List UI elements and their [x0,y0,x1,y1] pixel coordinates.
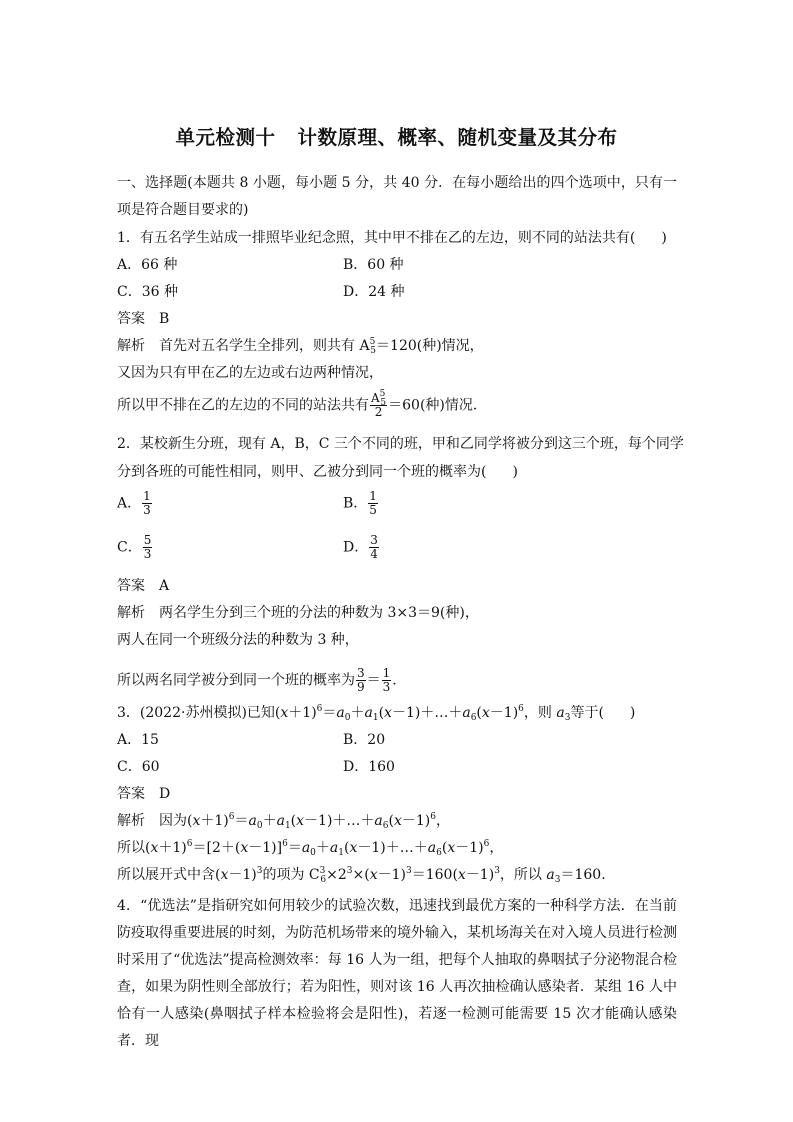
fraction: $\frac{A^5_5}{2}$ [371,389,387,419]
q3-option-d: D．160 [343,759,395,775]
q3-analysis-line-1: 解析 因为$(x+1)^6=a_0+a_1(x-1)+\dots+a_6(x-1)^6$， [117,812,450,831]
title-unit: 单元检测十 [175,126,276,149]
q3-option-b: B．20 [343,732,386,748]
q1-answer: 答案 B [117,311,170,327]
q1-analysis-line-2: 又因为只有甲在乙的左边或右边两种情况， [117,365,383,381]
q1-stem: 1．有五名学生站成一排照毕业纪念照，其中甲不排在乙的左边，则不同的站法共有( ) [117,230,667,246]
q2-answer: 答案 A [117,578,170,594]
q2-analysis-line-3: 所以两名同学被分到同一个班的概率为 $\frac{3}{9}$ ＝ $\frac{1}{3}$ . [117,666,397,694]
q3-option-c: C．60 [117,759,160,775]
page-title [0,122,793,150]
q3-analysis-line-2: 所以$(x+1)^6=[2+(x-1)]^6=a_0+a_1(x-1)+\dots+a_6(x-1)^6$， [117,839,504,858]
q2-analysis-line-1: 解析 两名学生分到三个班的分法的种数为 3×3＝9(种)， [117,605,479,621]
q3-stem: 3．(2022·苏州模拟)已知$(x+1)^6=a_0+a_1(x-1)+\dots+a_6(x-1)^6$，则 $a_3$等于( ) [117,704,636,723]
q3-option-a: A．15 [117,732,159,748]
q3-analysis-line-3: 所以展开式中含$(x-1)^3$的项为 $C^3_6\times 2^3\times(x-1)^3=160(x-1)^3$，所以 $a_3=160$. [117,866,606,885]
section-heading: 一、选择题(本题共 8 小题，每小题 5 分，共 40 分．在每小题给出的四个选项中，只有一项是符合题目要求的) [117,175,677,218]
q1-analysis-line-3: 所以甲不排在乙的左边的不同的站法共有 $\frac{A^5_5}{2}$ ＝60(种)情况． [117,389,487,419]
q1-option-a: A．66 种 [117,257,178,273]
q2-option-b: B． $\frac{1}{5}$ [343,489,377,517]
q1-option-b: B．60 种 [343,257,404,273]
q2-option-a: A． $\frac{1}{3}$ [117,489,151,517]
title-topic: 计数原理、概率、随机变量及其分布 [297,126,618,149]
q2-stem-line-1: 2．某校新生分班，现有 A，B，C 三个不同的班，甲和乙同学将被分到这三个班，每个同学 [117,436,684,452]
q3-answer: 答案 D [117,786,171,802]
q1-option-c: C．36 种 [117,284,178,300]
q2-option-c: C． $\frac{5}{3}$ [117,533,152,561]
q1-option-d: D．24 种 [343,284,405,300]
q2-stem-line-2: 分到各班的可能性相同，则甲、乙被分到同一个班的概率为( ) [117,464,518,480]
q2-analysis-line-2: 两人在同一个班级分法的种数为 3 种， [117,632,359,648]
q2-option-d: D． $\frac{3}{4}$ [343,533,378,561]
q4-stem: 4．“优选法”是指研究如何用较少的试验次数，迅速找到最优方案的一种科学方法．在当前防疫取得重要进展的时刻，为防范机场带来的境外输入，某机场海关在对入境人员进行检测时采用了“优选法”提高检测效率：每 16 人为一组，把每个人抽取的鼻咽拭子分泌物混合检查，如果为阴性则全部放行；若为阳性，则对该 16 人再次抽检确认感染者．某组 16 人中恰有一人感染(鼻咽拭子样本检验将会是阳性)，若逐一检测可能需要 15 次才能确认感染者．现 [117,898,677,1049]
q1-analysis-line-1: 解析 首先对五名学生全排列，则共有 $A^5_5=120$(种)情况， [117,337,484,356]
